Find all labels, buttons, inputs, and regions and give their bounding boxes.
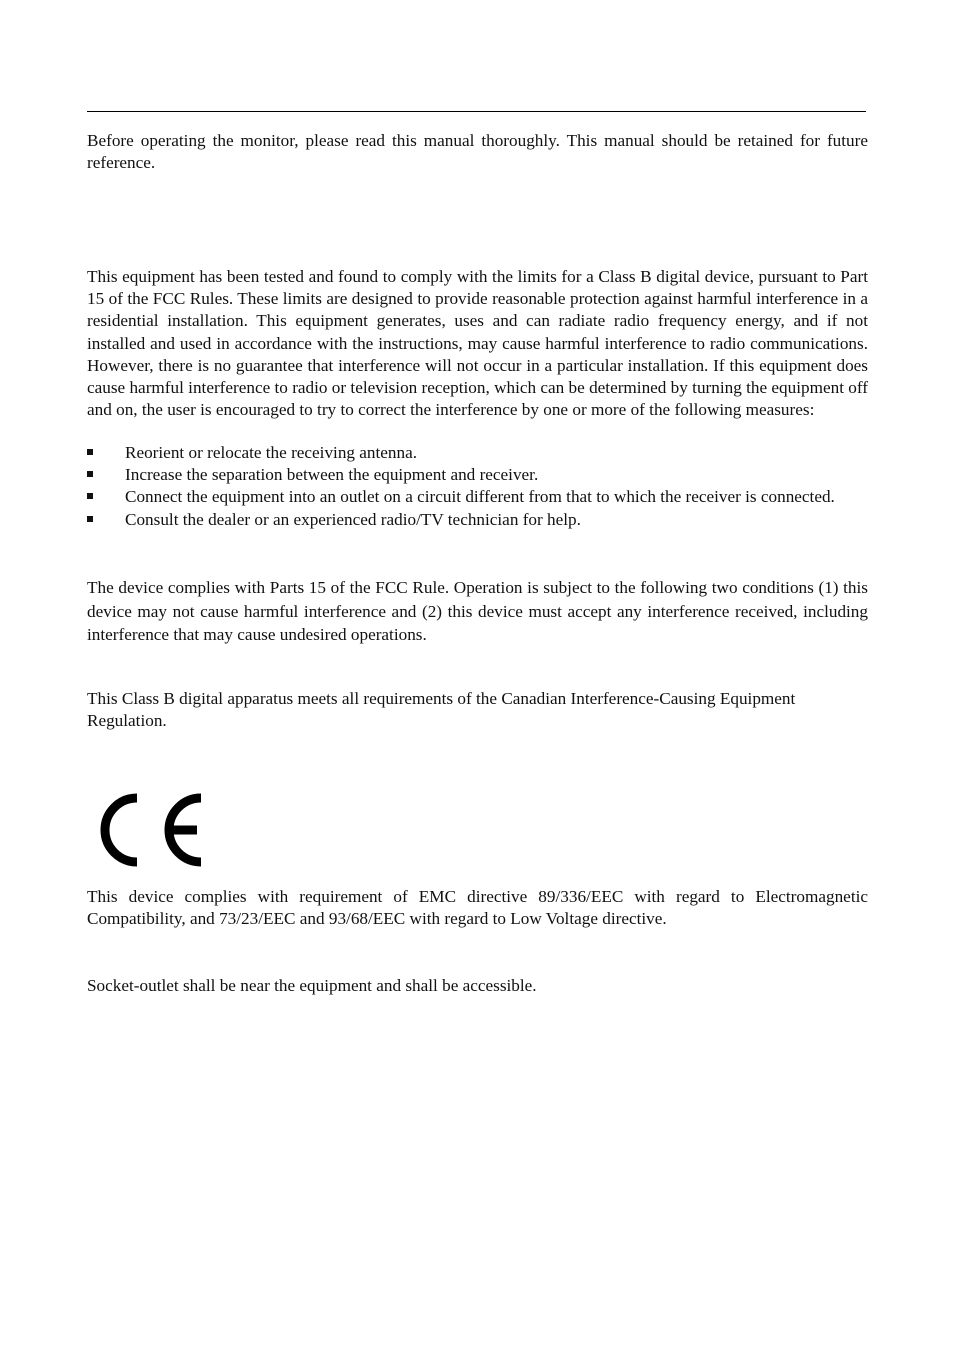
list-item-text: Consult the dealer or an experienced radio/TV technician for help. (125, 509, 581, 529)
list-item-text: Reorient or relocate the receiving antenna. (125, 443, 418, 462)
list-item (87, 442, 868, 464)
square-bullet-icon (87, 442, 97, 455)
fcc-statement-paragraph: This equipment has been tested and found to comply with the limits for a Class B digital device, pursuant to Part 15 of the FCC Rules. These limits are designed to provide reasonable protection against harmful interference in a residential installation. This equipment generates, uses and can radiate radio frequency energy, and if not installed and used in accordance with the instructions, may cause harmful interference to radio communications. However, there is no guarantee that interference will not occur in a particular installation. If this equipment does cause harmful interference to radio or television reception, which can be determined by turning the equipment off and on, the user is encouraged to try to correct the interference by one or more of the following measures: (87, 267, 868, 420)
square-bullet-icon (87, 509, 97, 522)
list-item (87, 486, 868, 508)
canada-compliance-paragraph: This Class B digital apparatus meets all requirements of the Canadian Interference-Causing Equipment Regulation. (87, 689, 796, 731)
ce-mark-icon (93, 790, 205, 870)
list-item (87, 509, 868, 531)
square-bullet-icon (87, 486, 97, 499)
fcc-measures-list (87, 442, 868, 531)
intro-paragraph: Before operating the monitor, please read this manual thoroughly. This manual should be retained for future reference. (87, 131, 868, 173)
ce-emc-paragraph: This device complies with requirement of EMC directive 89/336/EEC with regard to Electromagnetic Compatibility, and 73/23/EEC and 93/68/EEC with regard to Low Voltage directive. (87, 887, 868, 929)
list-item-text: Increase the separation between the equipment and receiver. (125, 465, 539, 485)
square-bullet-icon (87, 464, 97, 477)
socket-outlet-paragraph: Socket-outlet shall be near the equipment and shall be accessible. (87, 976, 537, 995)
list-item (87, 464, 868, 486)
header-rule (87, 111, 866, 112)
list-item-text: Connect the equipment into an outlet on a circuit different from that to which the receiver is connected. (125, 487, 835, 507)
fcc-conditions-paragraph: The device complies with Parts 15 of the FCC Rule. Operation is subject to the following two conditions (1) this device may not cause harmful interference and (2) this device must accept any interference received, including interference that may cause undesired operations. (87, 578, 868, 644)
